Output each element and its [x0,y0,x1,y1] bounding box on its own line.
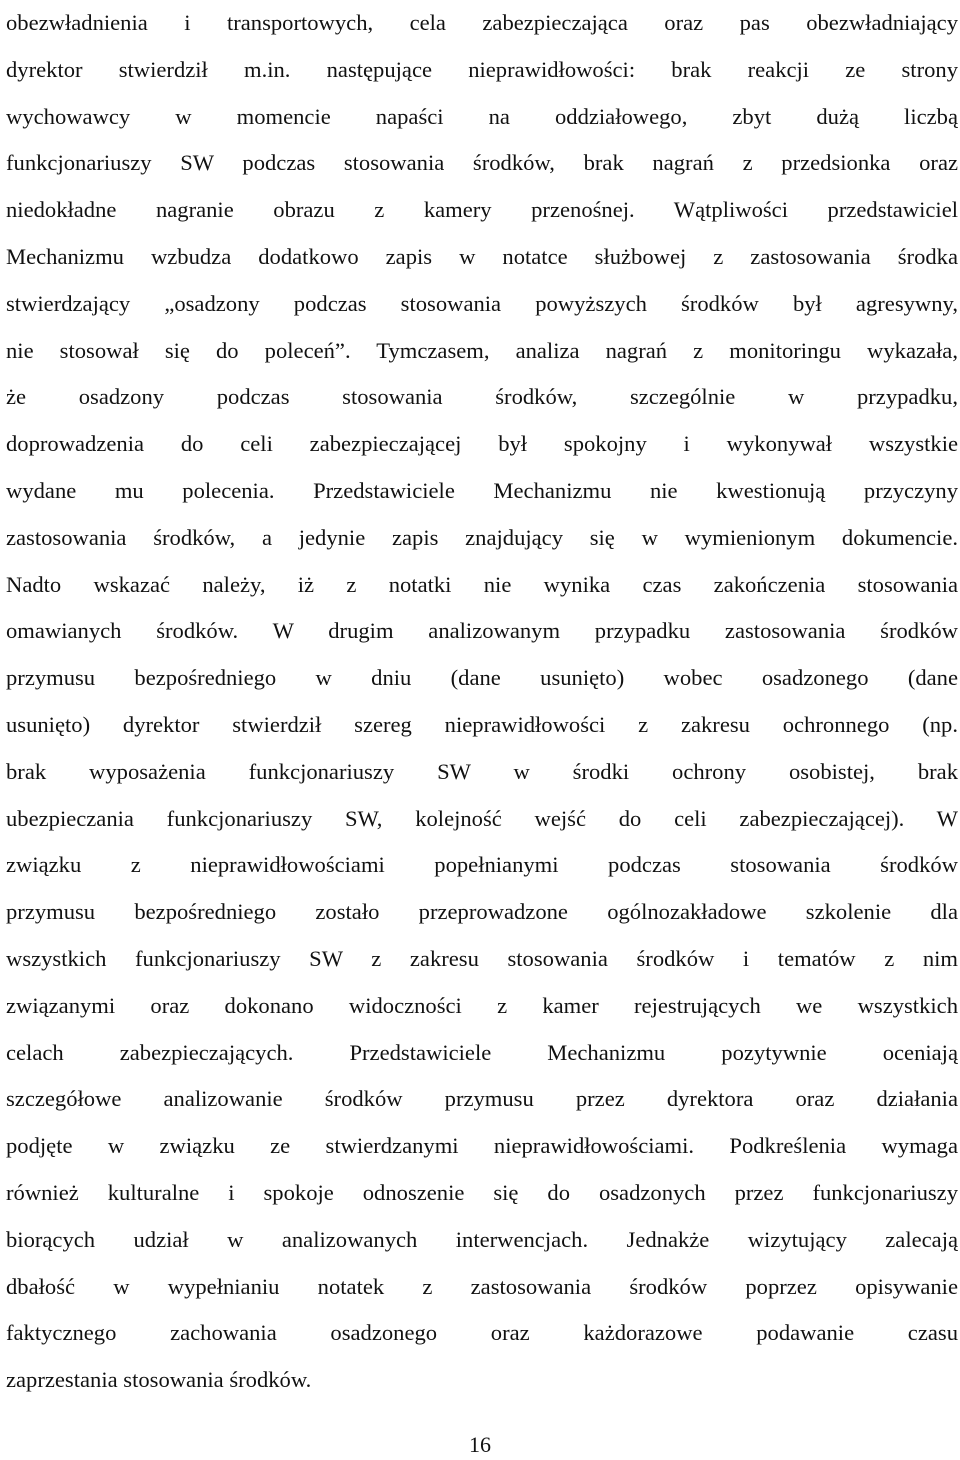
text-line: niedokładne nagranie obrazu z kamery przenośnej. Wątpliwości przedstawiciel [6,197,958,223]
text-line: zastosowania środków, a jedynie zapis znajdujący się w wymienionym dokumencie. [6,524,958,550]
text-line: wychowawcy w momencie napaści na oddziałowego, zbyt dużą liczbą [6,103,958,129]
text-line: obezwładnienia i transportowych, cela zabezpieczająca oraz pas obezwładniający [6,10,958,35]
text-line: usunięto) dyrektor stwierdził szereg nieprawidłowości z zakresu ochronnego (np. [6,711,958,737]
text-line: stwierdzający „osadzony podczas stosowania powyższych środków był agresywny, [6,290,958,316]
text-line: wszystkich funkcjonariuszy SW z zakresu stosowania środków i tematów z nim [6,945,958,971]
text-line: przymusu bezpośredniego zostało przeprowadzone ogólnozakładowe szkolenie dla [6,899,958,925]
text-line: związanymi oraz dokonano widoczności z kamer rejestrujących we wszystkich [6,992,958,1018]
text-line: brak wyposażenia funkcjonariuszy SW w środki ochrony osobistej, brak [6,758,958,784]
text-line: funkcjonariuszy SW podczas stosowania środków, brak nagrań z przedsionka oraz [6,150,958,176]
text-line: że osadzony podczas stosowania środków, szczególnie w przypadku, [6,384,958,410]
page-number: 16 [469,1432,491,1457]
text-line: dbałość w wypełnianiu notatek z zastosowania środków poprzez opisywanie [6,1273,958,1299]
text-line: celach zabezpieczających. Przedstawiciele Mechanizmu pozytywnie oceniają [6,1039,958,1065]
text-line: biorących udział w analizowanych interwencjach. Jednakże wizytujący zalecają [6,1226,958,1252]
text-line: faktycznego zachowania osadzonego oraz każdorazowe podawanie czasu [6,1320,958,1346]
text-line: wydane mu polecenia. Przedstawiciele Mechanizmu nie kwestionują przyczyny [6,477,958,503]
text-line: szczegółowe analizowanie środków przymusu przez dyrektora oraz działania [6,1086,958,1112]
text-line: doprowadzenia do celi zabezpieczającej był spokojny i wykonywał wszystkie [6,431,958,457]
text-line: Nadto wskazać należy, iż z notatki nie wynika czas zakończenia stosowania [6,571,958,597]
text-line: podjęte w związku ze stwierdzanymi nieprawidłowościami. Podkreślenia wymaga [6,1133,958,1159]
body-text [6,0,958,1404]
text-line: dyrektor stwierdził m.in. następujące nieprawidłowości: brak reakcji ze strony [6,56,958,82]
text-line: omawianych środków. W drugim analizowanym przypadku zastosowania środków [6,618,958,644]
text-line: również kulturalne i spokoje odnoszenie się do osadzonych przez funkcjonariuszy [6,1179,958,1205]
text-line: nie stosował się do poleceń”. Tymczasem, analiza nagrań z monitoringu wykazała, [6,337,958,363]
text-line: ubezpieczania funkcjonariuszy SW, kolejność wejść do celi zabezpieczającej). W [6,805,958,831]
text-line: zaprzestania stosowania środków. [6,1367,312,1393]
text-line: przymusu bezpośredniego w dniu (dane usunięto) wobec osadzonego (dane [6,665,958,691]
text-line: Mechanizmu wzbudza dodatkowo zapis w notatce służbowej z zastosowania środka [6,243,958,269]
text-line: związku z nieprawidłowościami popełnianymi podczas stosowania środków [6,852,958,878]
